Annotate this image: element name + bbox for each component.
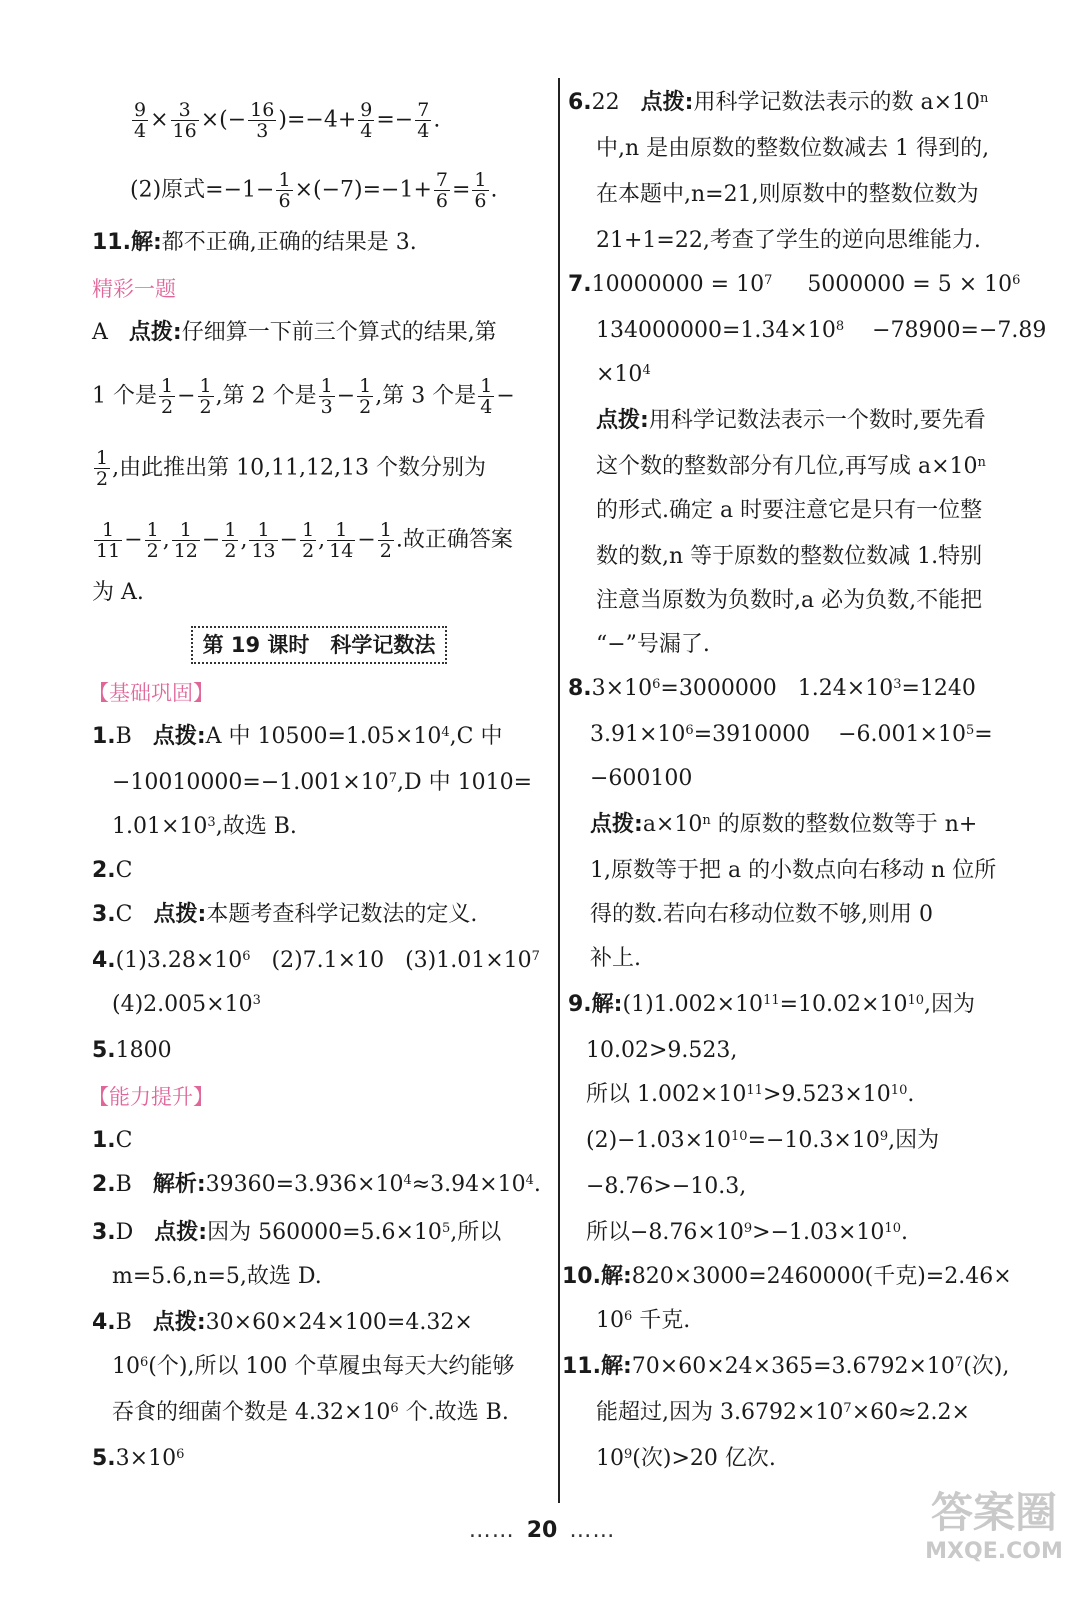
- calc-line-1: $\frac{9}{4}$ × $\frac{3}{16}$ ×(− $\frac{16}{3}$ )=−4+ $\frac{9}{4}$ =− $\frac{7}{4}$ .: [134, 99, 441, 142]
- r6-line-4: 21+1=22,考查了学生的逆向思维能力.: [596, 228, 981, 253]
- a4-line-2: $10^6$(个),所以 100 个草履虫每天大约能够: [112, 1354, 515, 1379]
- a4-line-3: 吞食的细菌个数是 $4.32\times 10^6$ 个.故选 B.: [112, 1400, 509, 1425]
- a2-line: 2.B 解析$:39360=3.936\times 10^4\approx 3.94\times 10^4$.: [92, 1172, 541, 1197]
- basic-header: 【基础巩固】: [88, 681, 214, 705]
- b4-line-2: $(4)2.005\times 10^3$: [112, 992, 261, 1017]
- b1-line-2: $-10010000=-1.001\times 10^7,D$ 中 1010=: [112, 770, 533, 795]
- a3-line-2: m=5.6,n=5,故选 D.: [112, 1264, 322, 1289]
- b1-line-1: 1.B 点拨:A 中 $10500=1.05\times 10^4,C$ 中: [92, 724, 503, 749]
- r11-line-2: 能超过,因为 $3.6792\times 10^7\times 60\approx 2.2\times$: [596, 1400, 970, 1425]
- b4-line-1: $4.(1)3.28\times 10^6$ (2)7.1×10 $(3)1.01\times 10^7$: [92, 948, 540, 973]
- jc-line-1: A 点拨:仔细算一下前三个算式的结果,第: [92, 320, 497, 345]
- r9-line-5: −8.76>−10.3,: [586, 1174, 747, 1199]
- a5-line: $5.3\times 10^6$: [92, 1446, 185, 1471]
- page-footer: …… 20 ……: [468, 1518, 616, 1543]
- r9-line-1: 9.解$:(1)1.002\times 10^{11}=10.02\times 10^{10}$,因为: [568, 992, 975, 1017]
- r8-line-4: 点拨$:a\times 10^n$ 的原数的整数位数等于 n+: [590, 812, 978, 837]
- b2-line: 2.C: [92, 858, 133, 883]
- r10-line-2: $10^6$ 千克.: [596, 1308, 691, 1333]
- answer-11: 11.解:都不正确,正确的结果是 3.: [92, 230, 417, 255]
- r8-line-1: $8.3\times 10^6=3000000$ $1.24\times 10^3=1240$: [568, 676, 976, 701]
- r7-line-6: 的形式.确定 a 时要注意它是只有一位整: [596, 498, 983, 523]
- jc-line-5: 为 A.: [92, 580, 144, 605]
- r9-line-2: 10.02>9.523,: [586, 1038, 738, 1063]
- jc-line-3: $\frac{1}{2}$ ,由此推出第 10,11,12,13 个数分别为: [96, 447, 487, 490]
- column-divider: [558, 78, 560, 1503]
- r11-line-3: $10^9$(次)>20 亿次.: [596, 1446, 776, 1471]
- r8-line-6: 得的数.若向右移动位数不够,则用 0: [590, 902, 933, 927]
- r6-line-2: 中,n 是由原数的整数位数减去 1 得到的,: [596, 136, 990, 161]
- b1-line-3: $1.01\times 10^3$,故选 B.: [112, 814, 297, 839]
- r7-line-3: $\times 10^4$: [596, 362, 651, 387]
- r10-line-1: 10.解:820×3000=2460000(千克)=2.46×: [562, 1264, 1012, 1289]
- r8-line-7: 补上.: [590, 946, 641, 971]
- r8-line-2: $3.91\times 10^6=3910000$ $-6.001\times 10^5=$: [590, 722, 993, 747]
- r6-line-1: 6.22 点拨:用科学记数法表示的数 $a\times 10^n$: [568, 90, 989, 115]
- watermark-logo: 答案圈 MXQE.COM: [925, 1488, 1063, 1564]
- r7-line-2: $134000000=1.34\times 10^8$ −78900=−7.89: [596, 318, 1047, 343]
- r7-line-4: 点拨:用科学记数法表示一个数时,要先看: [596, 408, 986, 433]
- r7-line-5: 这个数的整数部分有几位,再写成 $a\times 10^n$: [596, 454, 986, 479]
- r9-line-3: 所以 $1.002\times 10^{11}>9.523\times 10^{10}$.: [586, 1082, 915, 1107]
- r9-line-4: $(2)-1.03\times 10^{10}=-10.3\times 10^9$,因为: [586, 1128, 940, 1153]
- b5-line: 5.1800: [92, 1038, 172, 1063]
- calc-line-2: (2)原式=−1− $\frac{1}{6}$ ×(−7)=−1+ $\frac{7}{6}$ = $\frac{1}{6}$ .: [130, 169, 498, 212]
- b3-line: 3.C 点拨:本题考查科学记数法的定义.: [92, 902, 478, 927]
- r7-line-1: $7.10000000 = 10^7$ $5000000 = 5 \times 10^6$: [568, 272, 1021, 297]
- r9-line-6: 所以$-8.76\times 10^9>-1.03\times 10^{10}$.: [586, 1220, 908, 1245]
- r7-line-8: 注意当原数为负数时,a 必为负数,不能把: [596, 588, 983, 613]
- r11-line-1: 11.解$:70\times 60\times 24\times 365=3.6792\times 10^7$(次),: [562, 1354, 1010, 1379]
- r8-line-5: 1,原数等于把 a 的小数点向右移动 n 位所: [590, 858, 997, 883]
- a4-line-1: 4.B 点拨:30×60×24×100=4.32×: [92, 1310, 473, 1335]
- r7-line-7: 数的数,n 等于原数的整数位数减 1.特别: [596, 544, 983, 569]
- r8-line-3: −600100: [590, 766, 693, 791]
- section-title-highlight: 精彩一题: [92, 277, 176, 301]
- jc-line-2: 1 个是 $\frac{1}{2}$ − $\frac{1}{2}$ ,第 2 个是 $\frac{1}{3}$ − $\frac{1}{2}$ ,第 3 个是 $\frac{1}{4}$ −: [92, 375, 515, 418]
- lesson-title: 第 19 课时 科学记数法: [191, 626, 447, 664]
- a1-line: 1.C: [92, 1128, 133, 1153]
- r6-line-3: 在本题中,n=21,则原数中的整数位数为: [596, 182, 979, 207]
- jc-line-4: $\frac{1}{11}$ − $\frac{1}{2}$ , $\frac{1}{12}$ − $\frac{1}{2}$ , $\frac{1}{13}$ − $\frac{1}{2}$ , $\frac{1}{14}$ − $\frac{1}{2}$ .故正确答案: [96, 519, 513, 562]
- ability-header: 【能力提升】: [88, 1085, 214, 1109]
- r7-line-9: “−”号漏了.: [596, 632, 710, 657]
- page-number: 20: [526, 1518, 558, 1543]
- a3-line-1: 3.D 点拨:因为 $560000=5.6\times 10^5$,所以: [92, 1220, 502, 1245]
